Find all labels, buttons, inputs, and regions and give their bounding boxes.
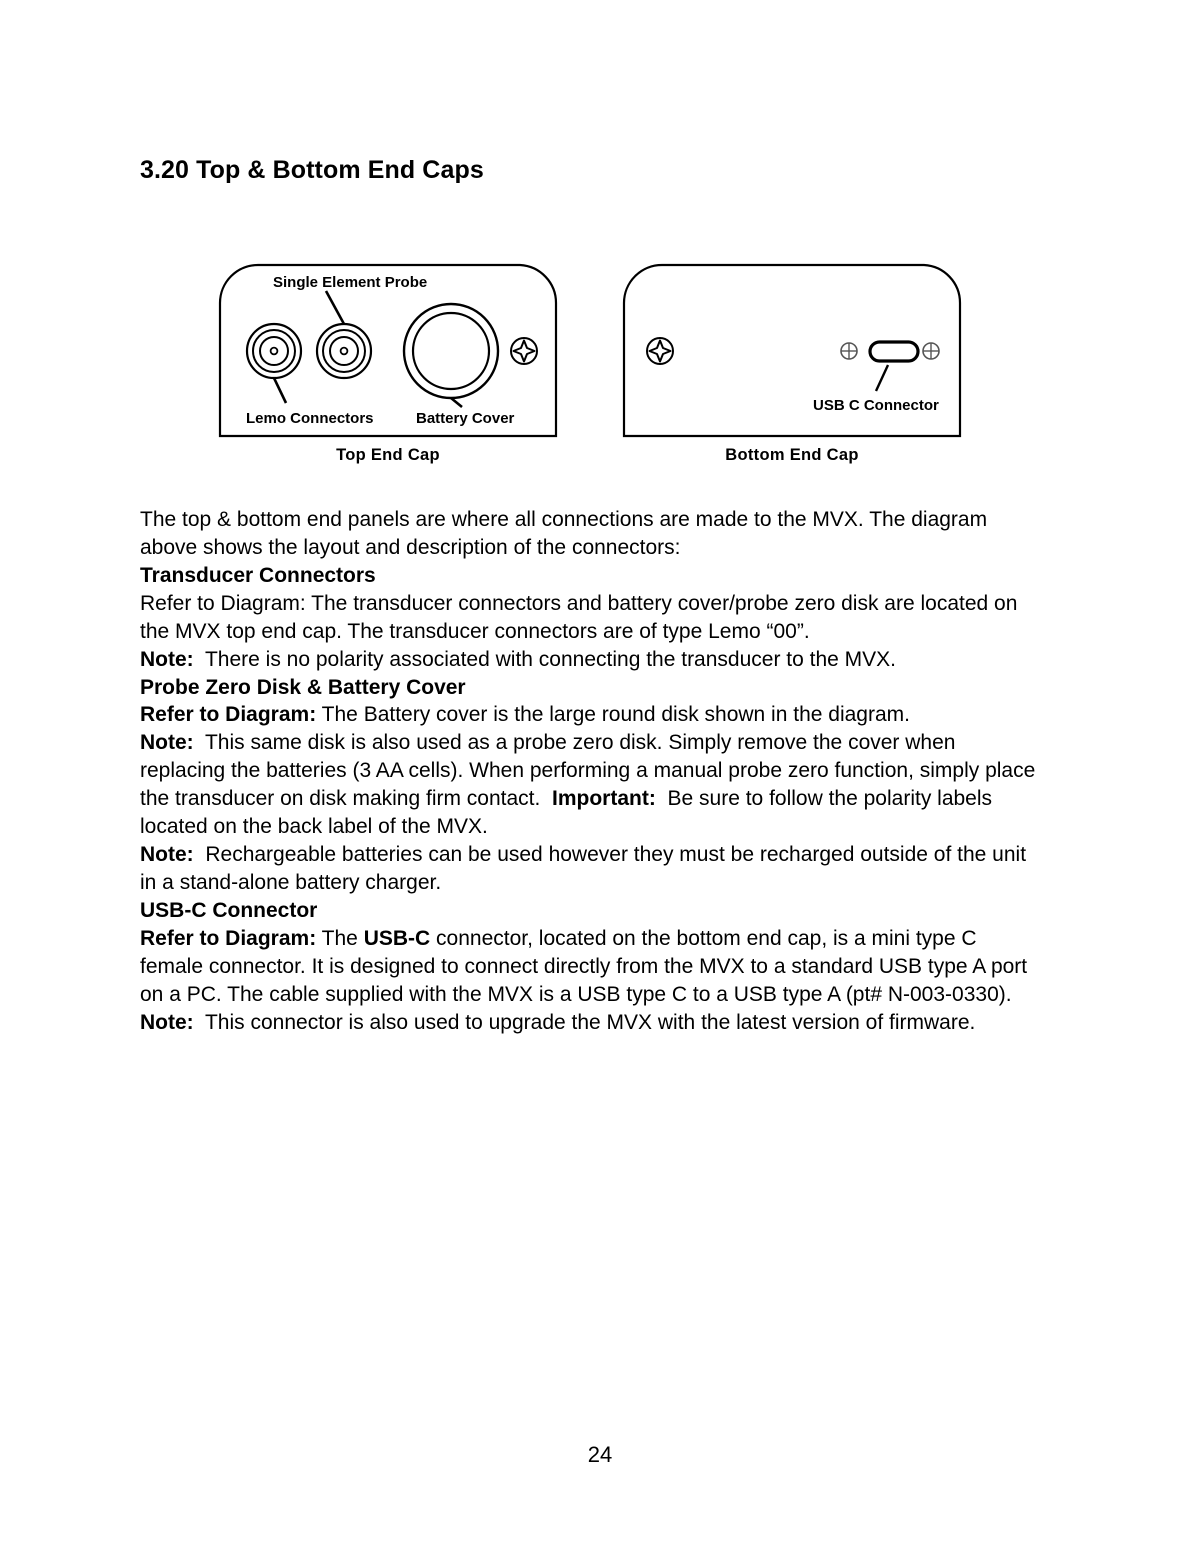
rechargeable-note <box>140 841 1040 897</box>
usb-c-bold: USB-C <box>363 926 431 950</box>
label-battery-cover: Battery Cover <box>416 410 515 427</box>
note-label: Note: <box>140 731 194 755</box>
end-caps-diagram <box>140 263 1040 478</box>
heading-transducer-connectors: Transducer Connectors <box>140 563 376 587</box>
probe-zero-paragraph <box>140 701 1040 841</box>
note-label: Note: <box>140 647 194 671</box>
refer-to-diagram-text: The Battery cover is the large round disk shown in the diagram. <box>321 703 910 727</box>
label-lemo-connectors: Lemo Connectors <box>246 410 374 427</box>
note-label: Note: <box>140 843 194 867</box>
phillips-screw-icon <box>511 338 537 364</box>
note-text-b: Be sure to follow the polarity labels located on the back label of the MVX. <box>140 787 993 839</box>
usb-paragraph <box>140 925 1040 1009</box>
note-text-a: This same disk is also used as a probe zero disk. Simply remove the cover when replacing the batteries (3 AA cells). When performing a manual probe zero function, simply place the transducer on disk making firm contact. <box>140 731 1036 811</box>
transducer-paragraph: Refer to Diagram: The transducer connectors and battery cover/probe zero disk are located on the MVX top end cap. The transducer connectors are of type Lemo “00”. <box>140 591 1018 643</box>
label-single-element-probe: Single Element Probe <box>273 274 428 291</box>
heading-usb-c-connector: USB-C Connector <box>140 898 318 922</box>
note-text: There is no polarity associated with connecting the transducer to the MVX. <box>204 647 896 671</box>
top-end-cap-caption: Top End Cap <box>336 446 440 464</box>
note-label: Note: <box>140 1010 194 1034</box>
note-text: Rechargeable batteries can be used however they must be recharged outside of the unit in a stand-alone battery charger. <box>140 843 1027 894</box>
usb-text-b: connector, located on the bottom end cap, is a mini type C female connector. It is designed to connect directly from the MVX to a standard USB type A port on a PC. The cable supplied with the MVX is a USB type C to a USB type A (pt# N-003-0330). <box>140 926 1028 1006</box>
refer-to-diagram-label: Refer to Diagram: <box>140 703 317 727</box>
top-end-cap-figure <box>218 263 558 464</box>
bottom-end-cap-caption: Bottom End Cap <box>725 446 859 464</box>
usb-c-port-icon <box>870 342 918 361</box>
page-number: 24 <box>587 1442 613 1467</box>
page-title: 3.20 Top & Bottom End Caps <box>140 156 484 184</box>
small-screw-icon <box>841 343 857 359</box>
label-usb-c-connector: USB C Connector <box>813 397 939 414</box>
transducer-note <box>140 646 1040 674</box>
refer-to-diagram-label: Refer to Diagram: <box>140 926 317 950</box>
bottom-end-cap-drawing <box>622 263 962 438</box>
page-content <box>140 155 1040 1037</box>
phillips-screw-icon <box>647 338 673 364</box>
note-text: This connector is also used to upgrade the MVX with the latest version of firmware. <box>204 1010 976 1034</box>
usb-text-a: The <box>321 926 358 950</box>
top-end-cap-drawing <box>218 263 558 438</box>
heading-probe-zero-disk: Probe Zero Disk & Battery Cover <box>140 675 466 699</box>
intro-paragraph: The top & bottom end panels are where all connections are made to the MVX. The diagram above shows the layout and description of the connectors: <box>140 508 988 559</box>
bottom-end-cap-figure <box>622 263 962 464</box>
important-label: Important: <box>552 787 656 811</box>
usb-note <box>140 1009 1040 1037</box>
small-screw-icon <box>923 343 939 359</box>
